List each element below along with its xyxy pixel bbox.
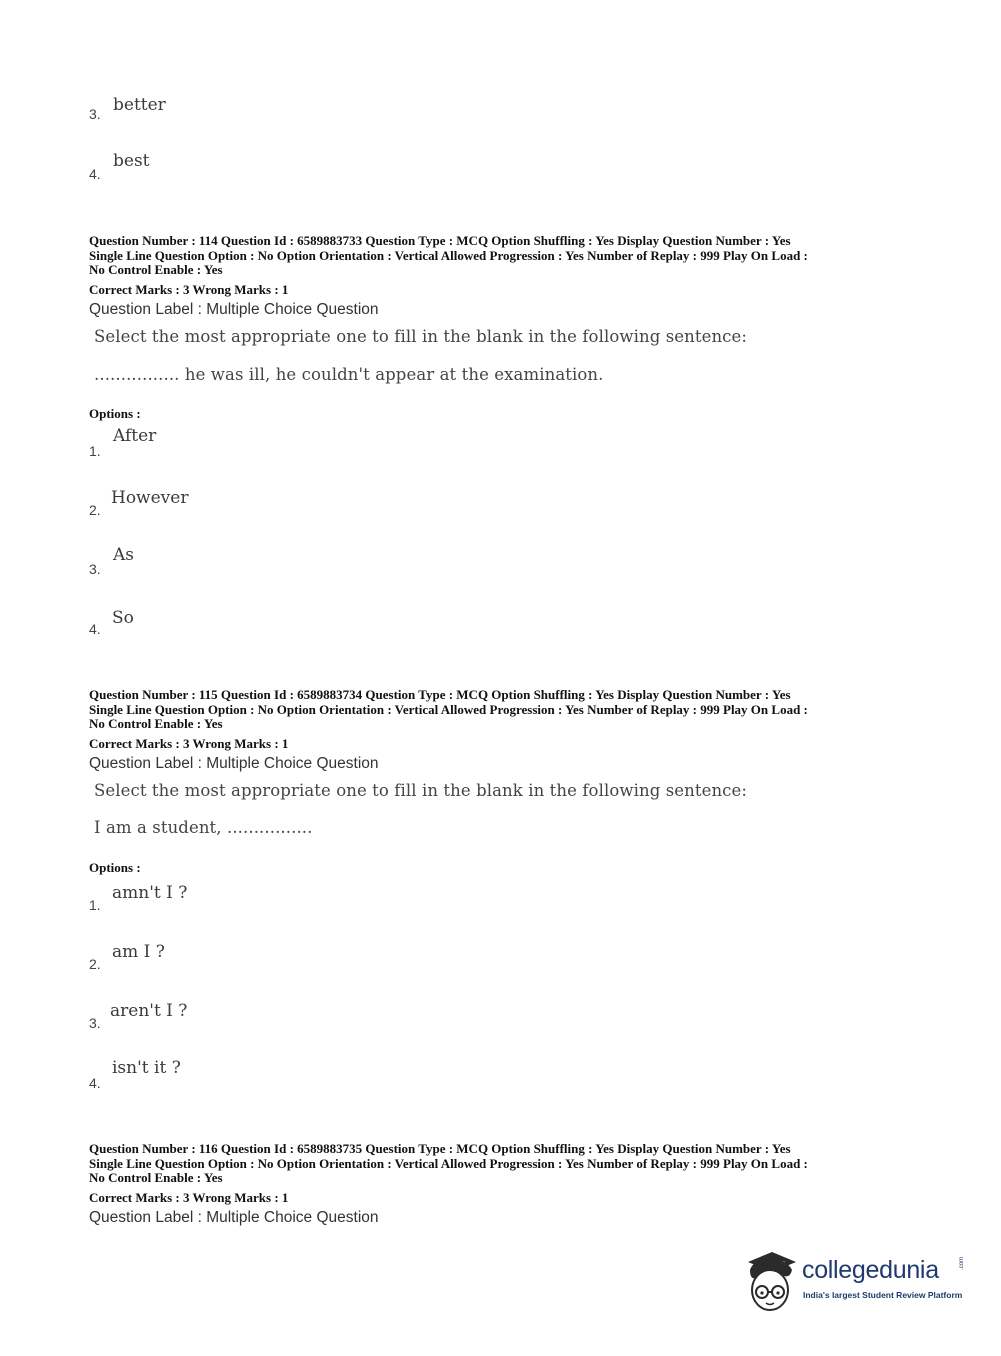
meta-line: Question Number : 114 Question Id : 6589883733 Question Type : MCQ Option Shuffling : Yes Display Question Number : Yes — [89, 233, 791, 248]
option-number: 4. — [89, 166, 101, 182]
option-number: 4. — [89, 621, 101, 637]
question-sentence: I am a student, ................ — [94, 818, 313, 837]
meta-line: Question Number : 116 Question Id : 6589883735 Question Type : MCQ Option Shuffling : Yes Display Question Number : Yes — [89, 1141, 791, 1156]
option-text[interactable]: As — [113, 545, 135, 565]
marks-info: Correct Marks : 3 Wrong Marks : 1 — [89, 736, 289, 751]
logo-name: collegedunia — [802, 1256, 939, 1284]
question-label: Question Label : Multiple Choice Question — [89, 301, 379, 318]
question-sentence: ................ he was ill, he couldn't appear at the examination. — [94, 365, 604, 384]
option-number: 3. — [89, 561, 101, 577]
meta-line: No Control Enable : Yes — [89, 716, 223, 731]
mascot-icon — [740, 1248, 802, 1316]
option-text[interactable]: However — [111, 488, 189, 508]
option-number: 2. — [89, 502, 101, 518]
option-text[interactable]: So — [112, 608, 134, 628]
option-text[interactable]: After — [113, 426, 157, 446]
question-meta — [89, 1142, 919, 1186]
question-label: Question Label : Multiple Choice Question — [89, 1209, 379, 1226]
option-number: 1. — [89, 443, 101, 459]
option-text[interactable]: aren't I ? — [110, 1001, 188, 1021]
option-text[interactable]: am I ? — [112, 942, 165, 962]
question-instruction: Select the most appropriate one to fill in the blank in the following sentence: — [94, 327, 748, 346]
question-instruction: Select the most appropriate one to fill in the blank in the following sentence: — [94, 781, 748, 800]
meta-line: Question Number : 115 Question Id : 6589883734 Question Type : MCQ Option Shuffling : Yes Display Question Number : Yes — [89, 687, 791, 702]
meta-line: Single Line Question Option : No Option Orientation : Vertical Allowed Progression : Yes Number of Replay : 999 Play On Load : — [89, 701, 808, 717]
option-text: best — [113, 151, 150, 171]
marks-info: Correct Marks : 3 Wrong Marks : 1 — [89, 282, 289, 297]
meta-line: Single Line Question Option : No Option Orientation : Vertical Allowed Progression : Yes Number of Replay : 999 Play On Load : — [89, 1155, 808, 1171]
option-text: better — [113, 95, 166, 115]
marks-info: Correct Marks : 3 Wrong Marks : 1 — [89, 1190, 289, 1205]
options-header: Options : — [89, 860, 141, 875]
options-header: Options : — [89, 406, 141, 421]
option-text[interactable]: isn't it ? — [112, 1058, 181, 1078]
option-text[interactable]: amn't I ? — [112, 883, 188, 903]
option-number: 3. — [89, 106, 101, 122]
option-number: 2. — [89, 956, 101, 972]
option-number: 3. — [89, 1015, 101, 1031]
option-number: 4. — [89, 1075, 101, 1091]
logo-tagline: India's largest Student Review Platform — [803, 1290, 963, 1300]
collegedunia-logo — [740, 1248, 970, 1320]
question-meta — [89, 234, 919, 278]
meta-line: No Control Enable : Yes — [89, 262, 223, 277]
meta-line: No Control Enable : Yes — [89, 1170, 223, 1185]
logo-com: .com — [959, 1256, 965, 1270]
question-meta — [89, 688, 919, 732]
option-number: 1. — [89, 897, 101, 913]
meta-line: Single Line Question Option : No Option Orientation : Vertical Allowed Progression : Yes Number of Replay : 999 Play On Load : — [89, 247, 808, 263]
question-label: Question Label : Multiple Choice Question — [89, 755, 379, 772]
